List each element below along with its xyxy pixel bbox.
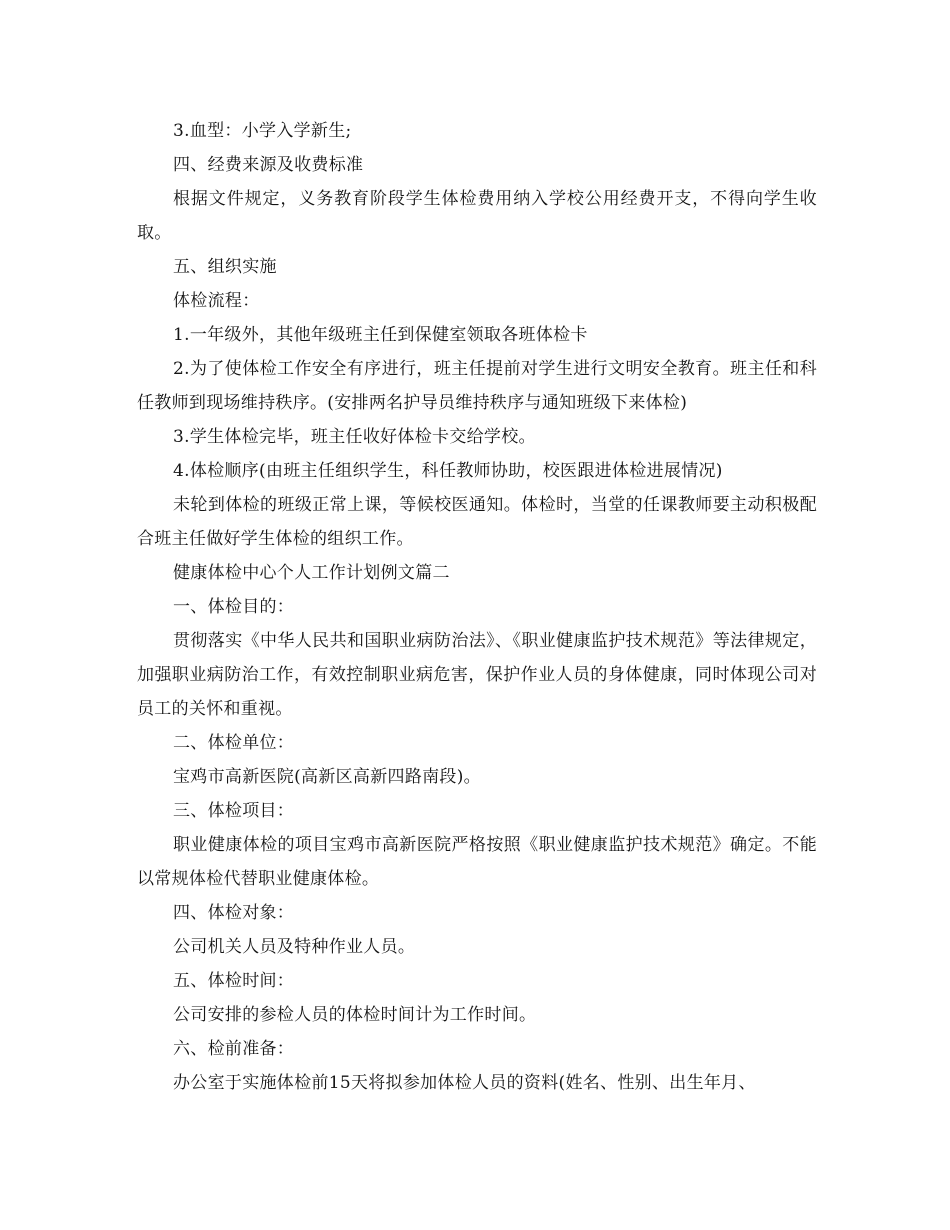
paragraph-preparation: 办公室于实施体检前15天将拟参加体检人员的资料(姓名、性别、出生年月、	[173, 1073, 756, 1093]
section-title-part-two: 健康体检中心个人工作计划例文篇二	[173, 563, 450, 583]
list-item-1: 1.一年级外，其他年级班主任到保健室领取各班体检卡	[173, 325, 588, 345]
paragraph-blood-type: 3.血型：小学入学新生;	[173, 121, 352, 141]
paragraph-class-schedule: 未轮到体检的班级正常上课，等候校医通知。体检时，当堂的任课教师要主动积极配合班主任做好学生体检的组织工作。	[137, 495, 817, 549]
heading-funding: 四、经费来源及收费标准	[173, 155, 364, 175]
list-item-4: 4.体检顺序(由班主任组织学生，科任教师协助，校医跟进体检进展情况)	[173, 461, 723, 481]
paragraph-subjects: 公司机关人员及特种作业人员。	[173, 937, 416, 957]
list-item-2: 2.为了使体检工作安全有序进行，班主任提前对学生进行文明安全教育。班主任和科任教师到现场维持秩序。(安排两名护导员维持秩序与通知班级下来体检)	[137, 359, 817, 413]
document-body	[137, 114, 817, 1100]
paragraph-purpose: 贯彻落实《中华人民共和国职业病防治法》、《职业健康监护技术规范》等法律规定，加强职业病防治工作，有效控制职业病危害，保护作业人员的身体健康，同时体现公司对员工的关怀和重视。	[137, 631, 817, 719]
heading-purpose: 一、体检目的：	[173, 597, 295, 617]
heading-process: 体检流程：	[173, 291, 260, 311]
paragraph-funding: 根据文件规定，义务教育阶段学生体检费用纳入学校公用经费开支，不得向学生收取。	[137, 189, 817, 243]
heading-preparation: 六、检前准备：	[173, 1039, 295, 1059]
heading-items: 三、体检项目：	[173, 801, 295, 821]
paragraph-time: 公司安排的参检人员的体检时间计为工作时间。	[173, 1005, 537, 1025]
heading-subjects: 四、体检对象：	[173, 903, 295, 923]
heading-unit: 二、体检单位：	[173, 733, 295, 753]
heading-time: 五、体检时间：	[173, 971, 295, 991]
list-item-3: 3.学生体检完毕，班主任收好体检卡交给学校。	[173, 427, 536, 447]
paragraph-items: 职业健康体检的项目宝鸡市高新医院严格按照《职业健康监护技术规范》确定。不能以常规体检代替职业健康体检。	[137, 835, 817, 889]
paragraph-unit: 宝鸡市高新医院(高新区高新四路南段)。	[173, 767, 481, 787]
heading-organization: 五、组织实施	[173, 257, 277, 277]
